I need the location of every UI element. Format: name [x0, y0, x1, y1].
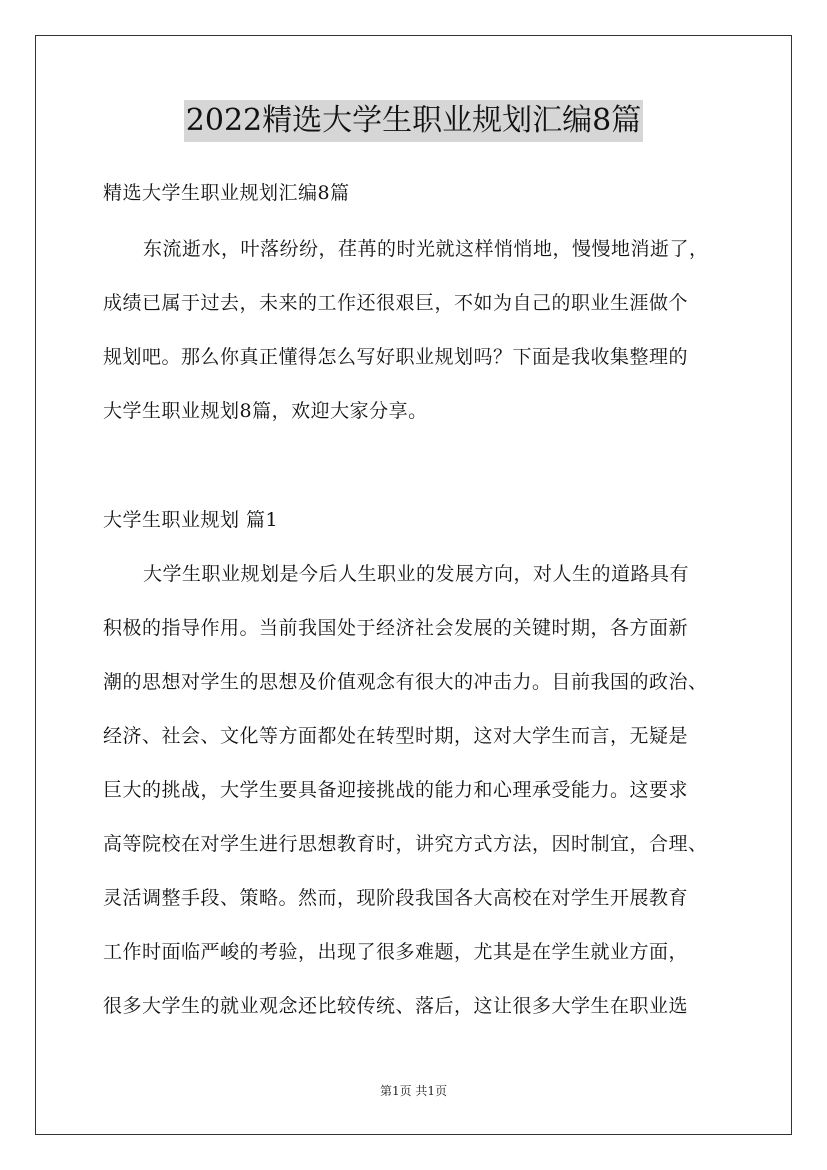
intro-line-2: 成绩已属于过去，未来的工作还很艰巨，不如为自己的职业生涯做个	[103, 292, 689, 314]
section-line-4: 经济、社会、文化等方面都处在转型时期，这对大学生而言，无疑是	[103, 725, 689, 747]
section-line-1: 大学生职业规划是今后人生职业的发展方向，对人生的道路具有	[143, 563, 690, 585]
intro-line-3: 规划吧。那么你真正懂得怎么写好职业规划吗？下面是我收集整理的	[103, 346, 689, 368]
section-line-6: 高等院校在对学生进行思想教育时，讲究方式方法，因时制宜，合理、	[103, 833, 708, 855]
page-footer: 第1页 共1页	[379, 1084, 448, 1098]
section-line-3: 潮的思想对学生的思想及价值观念有很大的冲击力。目前我国的政治、	[103, 671, 708, 693]
section-line-7: 灵活调整手段、策略。然而，现阶段我国各大高校在对学生开展教育	[103, 887, 689, 909]
document-subtitle: 精选大学生职业规划汇编8篇	[103, 182, 350, 204]
section-heading: 大学生职业规划 篇1	[103, 509, 279, 531]
section-line-5: 巨大的挑战，大学生要具备迎接挑战的能力和心理承受能力。这要求	[103, 779, 689, 801]
section-line-2: 积极的指导作用。当前我国处于经济社会发展的关键时期，各方面新	[103, 617, 689, 639]
document-title-container	[0, 100, 827, 142]
section-line-8: 工作时面临严峻的考验，出现了很多难题，尤其是在学生就业方面，	[103, 941, 689, 963]
section-line-9: 很多大学生的就业观念还比较传统、落后，这让很多大学生在职业选	[103, 995, 689, 1017]
intro-line-4: 大学生职业规划8篇，欢迎大家分享。	[103, 400, 428, 422]
document-title: 2022精选大学生职业规划汇编8篇	[184, 100, 643, 142]
intro-line-1: 东流逝水，叶落纷纷，荏苒的时光就这样悄悄地，慢慢地消逝了，	[143, 238, 709, 260]
